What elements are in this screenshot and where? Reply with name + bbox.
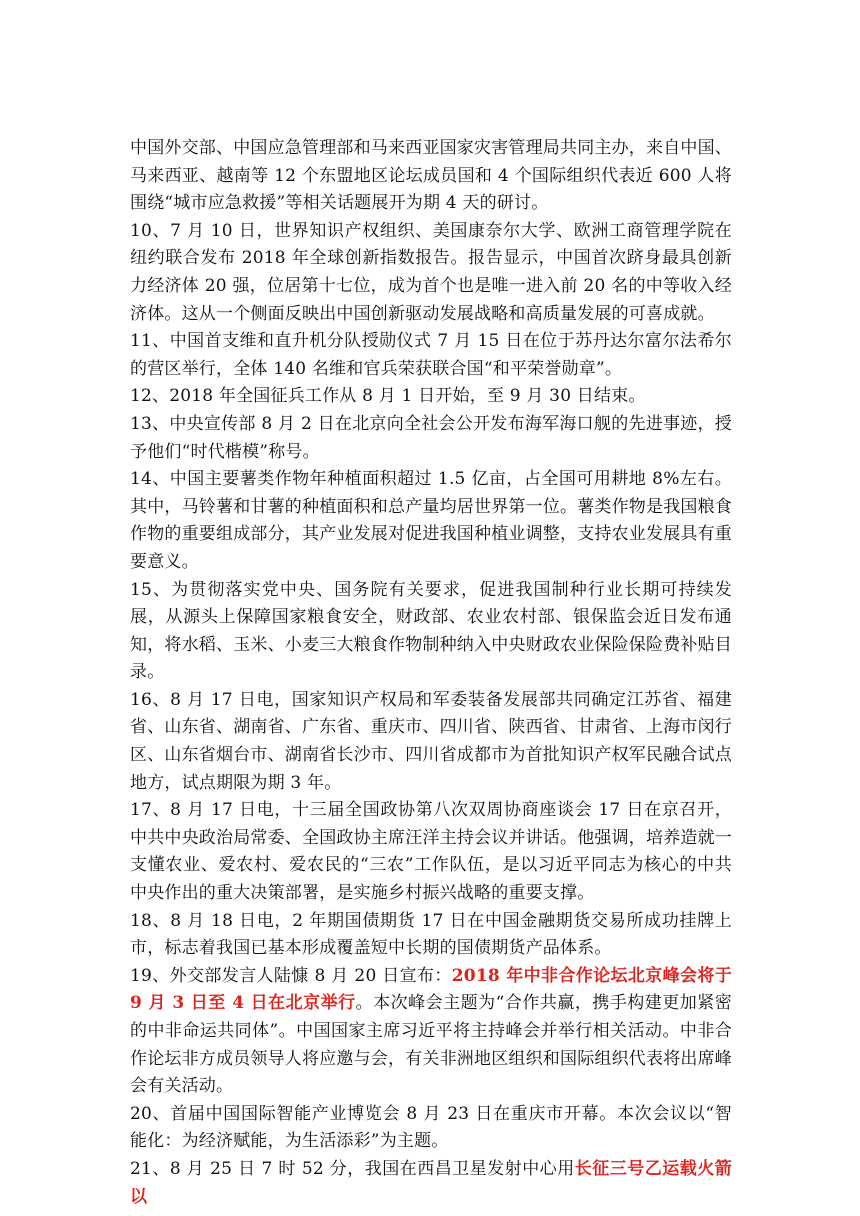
news-paragraph xyxy=(130,328,732,383)
news-paragraph xyxy=(130,797,732,907)
paragraph-text: 11、中国首支维和直升机分队授勋仪式 7 月 15 日在位于苏丹达尔富尔法希尔的营区举行，全体 140 名维和官兵荣获联合国“和平荣誉勋章”。 xyxy=(130,331,732,379)
news-paragraph xyxy=(130,135,732,218)
news-paragraph xyxy=(130,1101,732,1156)
news-paragraph xyxy=(130,1156,732,1211)
highlighted-text: 2018 年中非合作论坛北京峰会将于 9 月 3 日至 4 日在北京举行 xyxy=(130,965,732,1014)
news-paragraph xyxy=(130,466,732,576)
news-paragraph xyxy=(130,411,732,466)
paragraph-text: 14、中国主要薯类作物年种植面积超过 1.5 亿亩，占全国可用耕地 8%左右。其中，马铃薯和甘薯的种植面积和总产量均居世界第一位。薯类作物是我国粮食作物的重要组成部分，其产业发展对促进我国种植业调整，支持农业发展具有重要意义。 xyxy=(130,469,732,572)
paragraph-text: 21、8 月 25 日 7 时 52 分，我国在西昌卫星发射中心用 xyxy=(130,1158,575,1179)
paragraph-text: 16、8 月 17 日电，国家知识产权局和军委装备发展部共同确定江苏省、福建省、山东省、湖南省、广东省、重庆市、四川省、陕西省、甘肃省、上海市闵行区、山东省烟台市、湖南省长沙市、四川省成都市为首批知识产权军民融合试点地方，试点期限为期 3 年。 xyxy=(130,689,732,793)
news-paragraph xyxy=(130,687,732,797)
paragraph-text: 。本次峰会主题为“合作共赢，携手构建更加紧密的中非命运共同体”。中国国家主席习近平将主持峰会并举行相关活动。中非合作论坛非方成员领导人将应邀与会，有关非洲地区组织和国际组织代表将出席峰会有关活动。 xyxy=(130,993,732,1097)
highlighted-text: 长征三号乙运载火箭以 xyxy=(130,1158,732,1207)
paragraph-text: 10、7 月 10 日，世界知识产权组织、美国康奈尔大学、欧洲工商管理学院在纽约联合发布 2018 年全球创新指数报告。报告显示，中国首次跻身最具创新力经济体 20 强，位居第十七位，成为首个也是唯一进入前 20 名的中等收入经济体。这从一个侧面反映出中国创新驱动发展战略和高质量发展的可喜成就。 xyxy=(130,220,732,324)
paragraph-text: 13、中央宣传部 8 月 2 日在北京向全社会公开发布海军海口舰的先进事迹，授予他们“时代楷模”称号。 xyxy=(130,413,732,462)
paragraph-text: 17、8 月 17 日电，十三届全国政协第八次双周协商座谈会 17 日在京召开，中共中央政治局常委、全国政协主席汪洋主持会议并讲话。他强调，培养造就一支懂农业、爱农村、爱农民的“三农”工作队伍，是以习近平同志为核心的中共中央作出的重大决策部署，是实施乡村振兴战略的重要支撑。 xyxy=(130,800,732,904)
paragraph-text: 18、8 月 18 日电，2 年期国债期货 17 日在中国金融期货交易所成功挂牌上市，标志着我国已基本形成覆盖短中长期的国债期货产品体系。 xyxy=(130,910,732,959)
news-paragraph xyxy=(130,383,732,411)
paragraph-text: 20、首届中国国际智能产业博览会 8 月 23 日在重庆市开幕。本次会议以“智能化：为经济赋能，为生活添彩”为主题。 xyxy=(130,1103,732,1152)
paragraph-text: 15、为贯彻落实党中央、国务院有关要求，促进我国制种行业长期可持续发展，从源头上保障国家粮食安全，财政部、农业农村部、银保监会近日发布通知，将水稻、玉米、小麦三大粮食作物制种纳入中央财政农业保险保险费补贴目录。 xyxy=(130,579,732,683)
news-paragraph xyxy=(130,963,732,1101)
news-paragraph xyxy=(130,908,732,963)
paragraph-text: 12、2018 年全国征兵工作从 8 月 1 日开始，至 9 月 30 日结束。 xyxy=(130,386,646,407)
paragraph-text: 中国外交部、中国应急管理部和马来西亚国家灾害管理局共同主办，来自中国、马来西亚、越南等 12 个东盟地区论坛成员国和 4 个国际组织代表近 600 人将围绕“城市应急救援”等相关话题展开为期 4 天的研讨。 xyxy=(130,138,732,214)
news-paragraph xyxy=(130,218,732,328)
document-body xyxy=(130,135,732,1211)
news-paragraph xyxy=(130,577,732,687)
paragraph-text: 19、外交部发言人陆慷 8 月 20 日宣布： xyxy=(130,965,452,986)
